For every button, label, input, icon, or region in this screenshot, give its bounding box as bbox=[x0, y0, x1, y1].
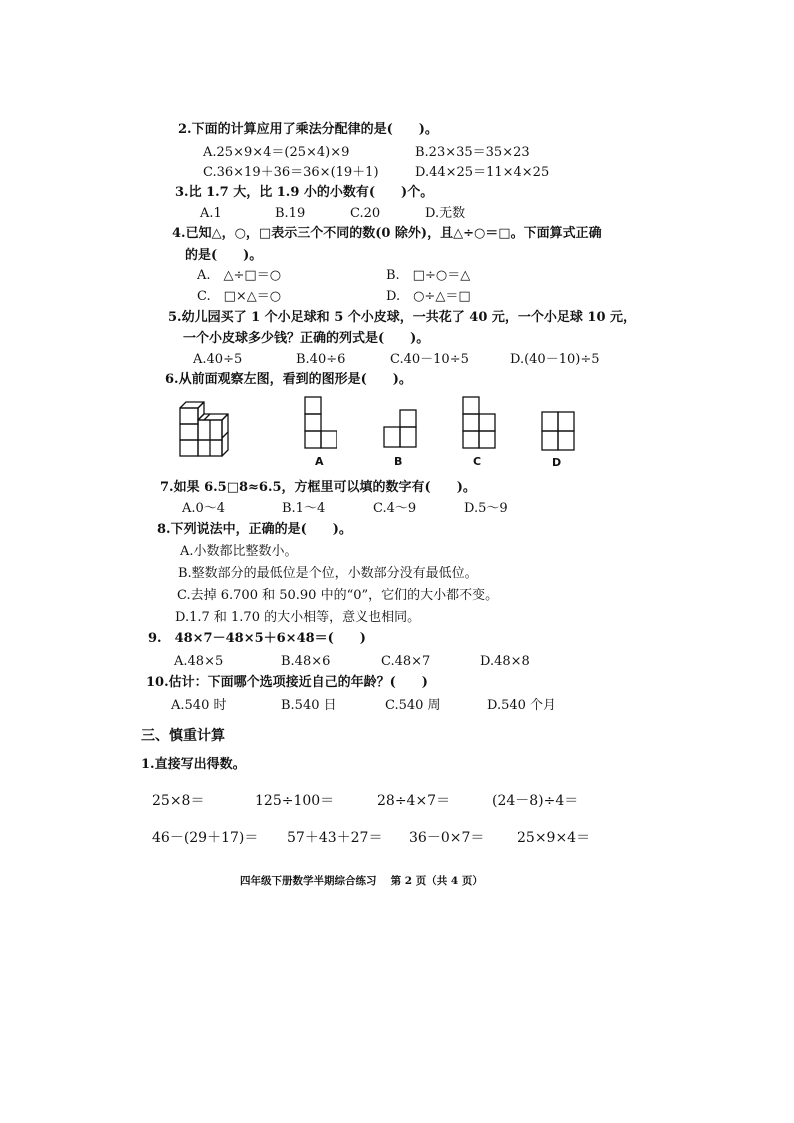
question-5-stem: 5.幼儿园买了 1 个小足球和 5 个小皮球，一共花了 40 元，一个小足球 10 元， bbox=[168, 310, 637, 325]
question-10-stem: 10.估计：下面哪个选项接近自己的年龄？( ) bbox=[146, 675, 428, 690]
question-8-option-a: A.小数都比整数小。 bbox=[180, 544, 298, 559]
question-2-option-b: B.23×35＝35×23 bbox=[415, 145, 530, 160]
question-2-option-d: D.44×25＝11×4×25 bbox=[415, 165, 550, 180]
calc-item: 125÷100＝ bbox=[255, 793, 335, 809]
question-10-option-c: C.540 周 bbox=[385, 698, 441, 713]
view-label-c: C bbox=[473, 455, 482, 468]
view-label-b: B bbox=[394, 455, 403, 468]
question-2-option-a: A.25×9×4＝(25×4)×9 bbox=[203, 145, 350, 160]
question-3-option-d: D.无数 bbox=[425, 206, 466, 221]
calc-item: 25×9×4＝ bbox=[517, 830, 591, 846]
question-8-option-b: B.整数部分的最低位是个位，小数部分没有最低位。 bbox=[178, 566, 478, 581]
question-5-stem-continued: 一个小皮球多少钱？正确的列式是( )。 bbox=[183, 331, 430, 346]
question-9-option-a: A.48×5 bbox=[174, 654, 224, 669]
question-4-option-b: B. □÷○＝△ bbox=[386, 268, 471, 283]
question-9-option-d: D.48×8 bbox=[480, 654, 530, 669]
question-8-option-c: C.去掉 6.700 和 50.90 中的“0”，它们的大小都不变。 bbox=[177, 588, 499, 603]
question-7-option-c: C.4～9 bbox=[373, 501, 417, 516]
question-9-option-b: B.48×6 bbox=[281, 654, 331, 669]
question-3-option-a: A.1 bbox=[200, 206, 222, 221]
question-7-option-b: B.1～4 bbox=[282, 501, 326, 516]
view-label-a: A bbox=[315, 455, 324, 468]
question-4-option-a: A. △÷□＝○ bbox=[197, 268, 282, 283]
question-5-option-c: C.40－10÷5 bbox=[390, 352, 469, 367]
page-footer: 四年级下册数学半期综合练习 第 2 页（共 4 页） bbox=[240, 875, 483, 887]
question-10-option-a: A.540 时 bbox=[171, 698, 227, 713]
question-7-stem: 7.如果 6.5□8≈6.5，方框里可以填的数字有( )。 bbox=[160, 480, 476, 495]
question-5-option-a: A.40÷5 bbox=[193, 352, 243, 367]
question-4-option-c: C. □×△＝○ bbox=[197, 289, 282, 304]
question-2-stem: 2.下面的计算应用了乘法分配律的是( )。 bbox=[178, 122, 438, 137]
question-9-stem: 9. 48×7－48×5＋6×48＝( ) bbox=[148, 631, 366, 646]
view-label-d: D bbox=[552, 456, 562, 469]
cube-stack-figure bbox=[176, 398, 238, 462]
question-3-option-b: B.19 bbox=[275, 206, 306, 221]
question-4-option-d: D. ○÷△＝□ bbox=[386, 289, 471, 304]
view-option-c bbox=[461, 395, 497, 451]
question-2-option-c: C.36×19＋36＝36×(19＋1) bbox=[203, 165, 379, 180]
question-3-option-c: C.20 bbox=[350, 206, 381, 221]
view-option-b bbox=[382, 408, 418, 450]
question-7-option-d: D.5～9 bbox=[464, 501, 508, 516]
question-10-option-d: D.540 个月 bbox=[487, 698, 557, 713]
question-8-stem: 8.下列说法中，正确的是( )。 bbox=[157, 522, 352, 537]
calc-item: 28÷4×7＝ bbox=[377, 793, 451, 809]
question-3-stem: 3.比 1.7 大，比 1.9 小的小数有( )个。 bbox=[175, 185, 434, 200]
calc-item: 57＋43＋27＝ bbox=[287, 830, 383, 846]
question-6-stem: 6.从前面观察左图，看到的图形是( )。 bbox=[165, 372, 412, 387]
question-4-stem-continued: 的是( )。 bbox=[185, 248, 263, 263]
section-3-title: 三、慎重计算 bbox=[141, 728, 225, 744]
question-9-option-c: C.48×7 bbox=[381, 654, 431, 669]
question-10-option-b: B.540 日 bbox=[281, 698, 337, 713]
question-8-option-d: D.1.7 和 1.70 的大小相等，意义也相同。 bbox=[175, 610, 421, 625]
view-option-d bbox=[540, 410, 576, 452]
section-3-subtitle: 1.直接写出得数。 bbox=[141, 757, 246, 772]
question-4-stem: 4.已知△，○，□表示三个不同的数(0 除外)，且△÷○＝□。下面算式正确 bbox=[172, 226, 602, 241]
question-5-option-b: B.40÷6 bbox=[296, 352, 346, 367]
calc-item: 36－0×7＝ bbox=[409, 830, 485, 846]
view-option-a bbox=[303, 395, 337, 451]
question-5-option-d: D.(40－10)÷5 bbox=[510, 352, 600, 367]
question-7-option-a: A.0～4 bbox=[182, 501, 226, 516]
calc-item: 25×8＝ bbox=[152, 793, 205, 809]
calc-item: (24－8)÷4＝ bbox=[492, 793, 579, 809]
calc-item: 46－(29＋17)＝ bbox=[152, 830, 259, 846]
